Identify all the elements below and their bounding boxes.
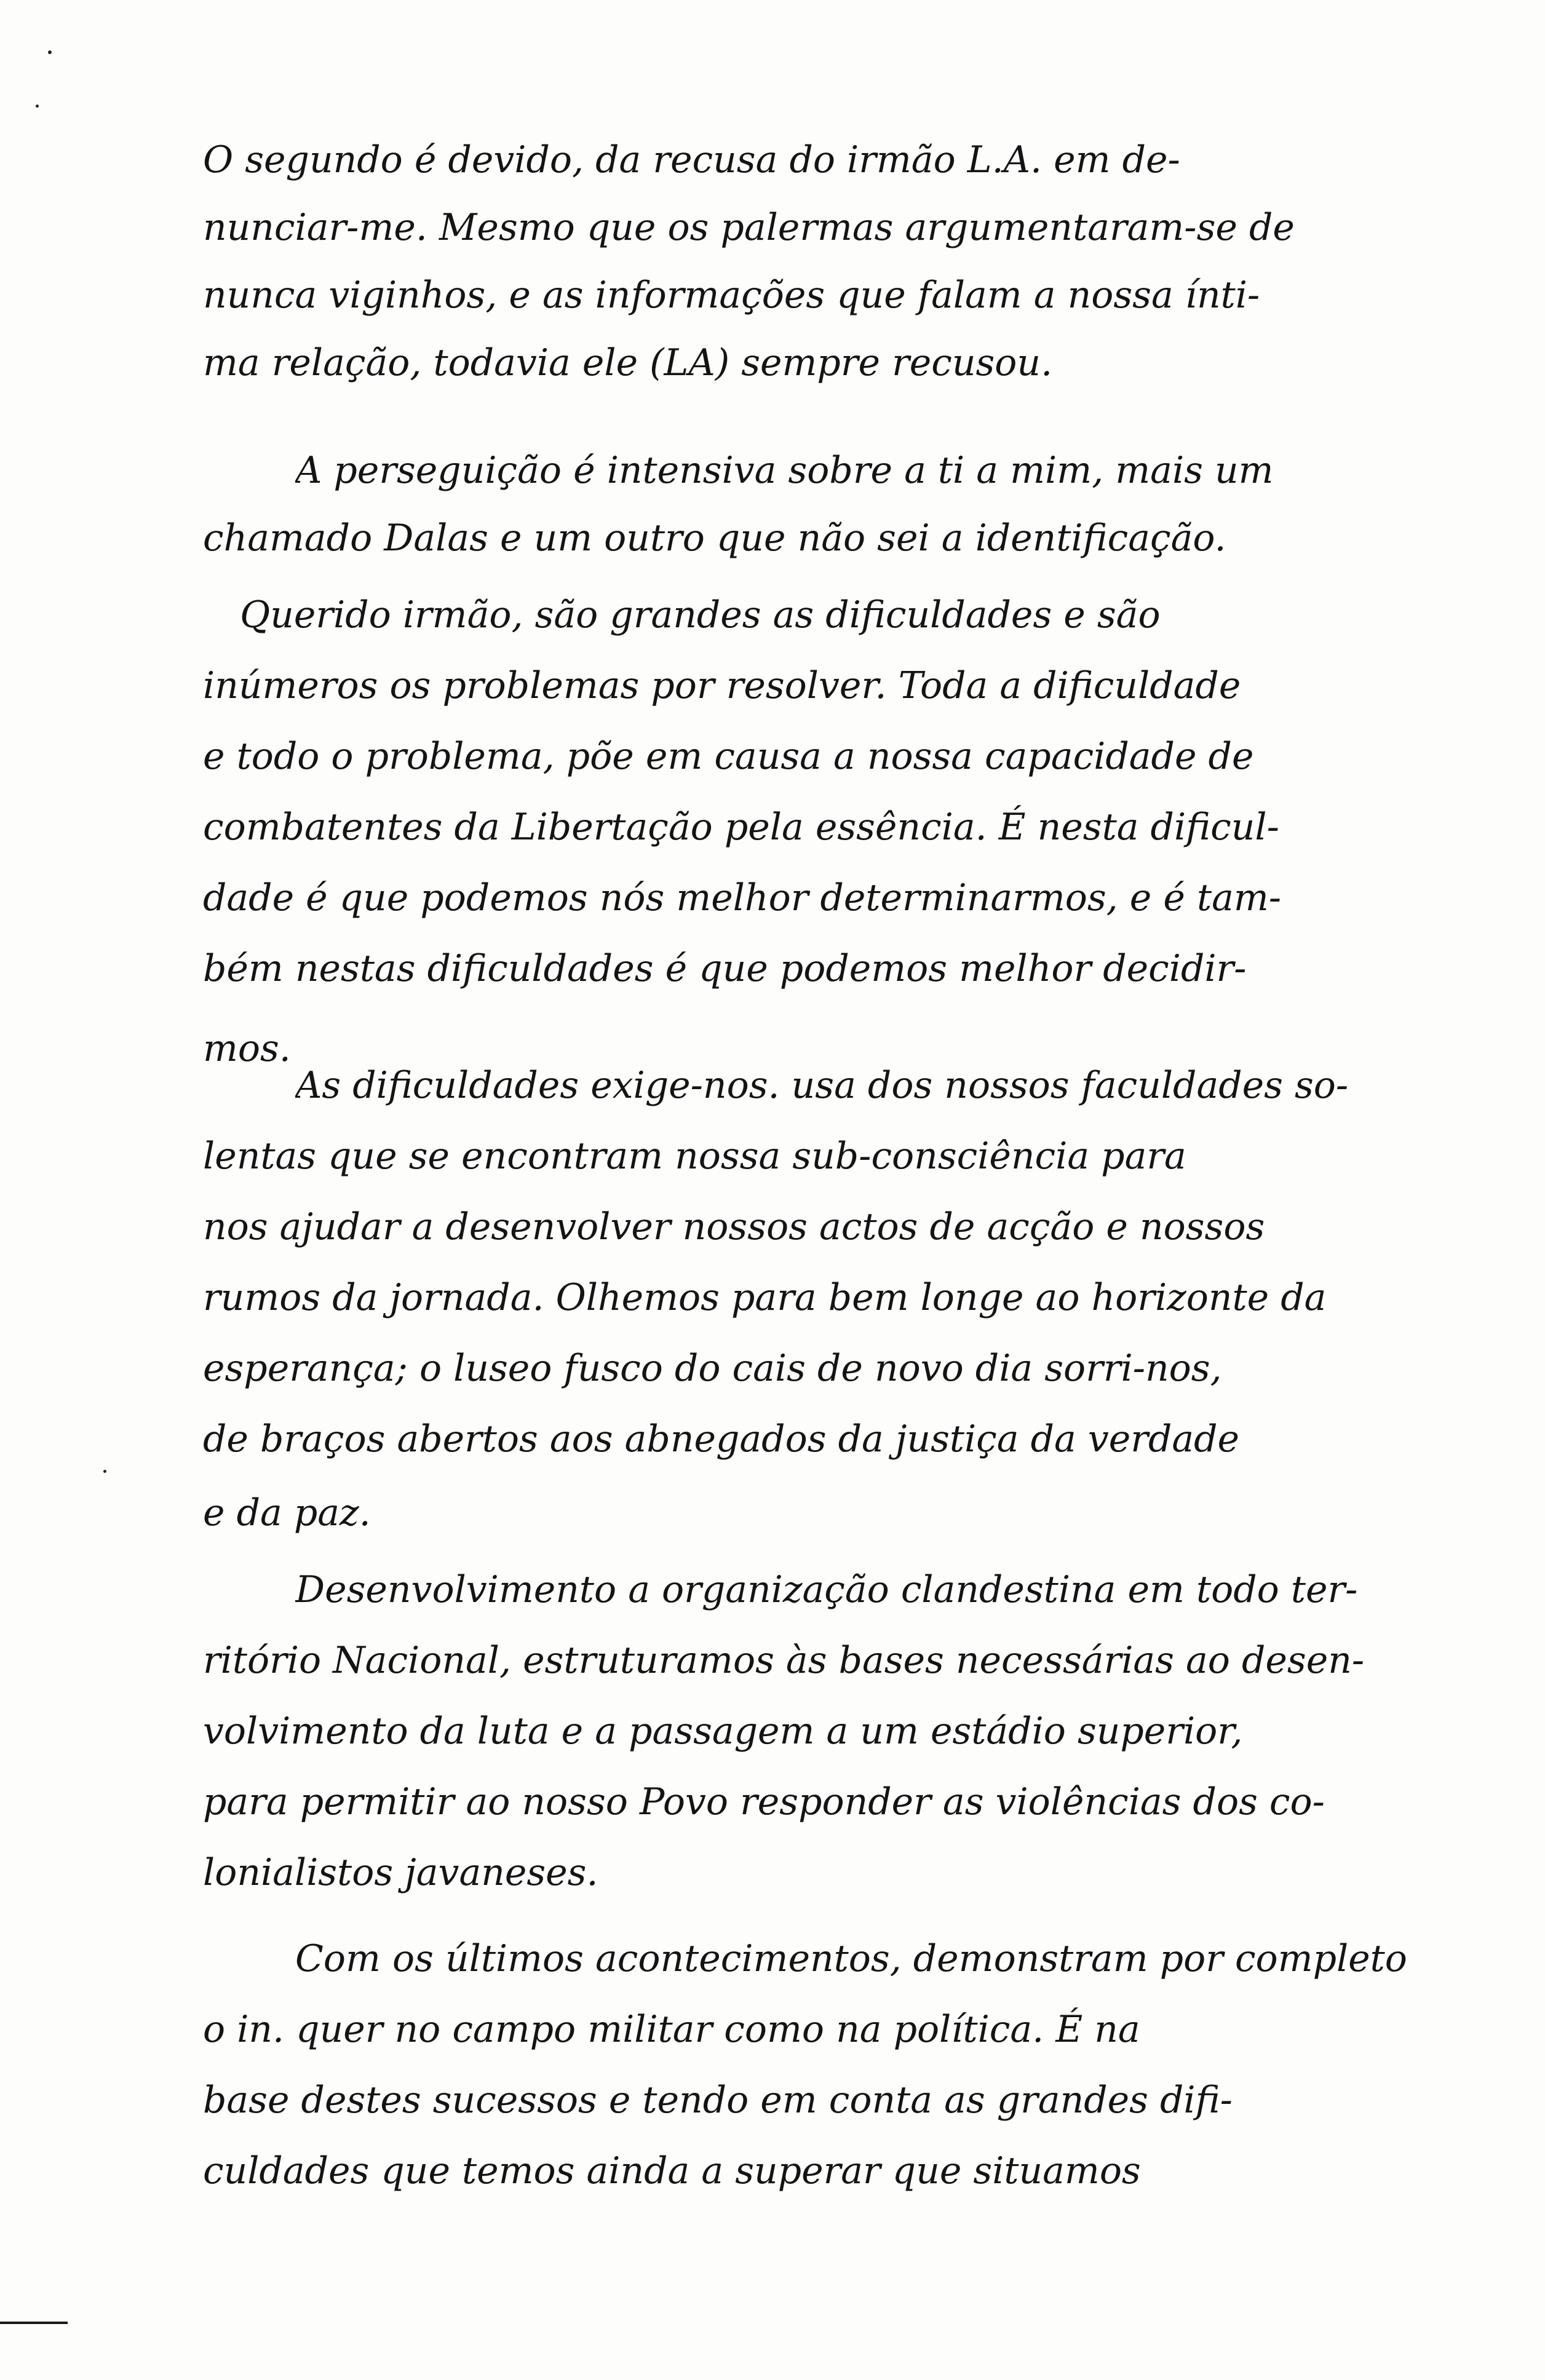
- letter-line: nunca viginhos, e as informações que falam a nossa ínti-: [203, 274, 1260, 317]
- letter-line: inúmeros os problemas por resolver. Toda a dificuldade: [203, 664, 1241, 707]
- letter-line: ma relação, todavia ele (LA) sempre recusou.: [203, 341, 1053, 384]
- letter-line: rumos da jornada. Olhemos para bem longe ao horizonte da: [203, 1276, 1327, 1319]
- letter-line: mos.: [203, 1027, 291, 1070]
- letter-line: nunciar-me. Mesmo que os palermas argumentaram-se de: [203, 206, 1295, 249]
- letter-line: Desenvolvimento a organização clandestina em todo ter-: [295, 1568, 1358, 1611]
- letter-line: volvimento da luta e a passagem a um estádio superior,: [203, 1710, 1243, 1753]
- letter-line: e todo o problema, põe em causa a nossa capacidade de: [203, 735, 1254, 778]
- letter-line: e da paz.: [203, 1491, 371, 1534]
- margin-speck: [103, 1470, 106, 1473]
- margin-speck: [36, 105, 39, 108]
- letter-line: Querido irmão, são grandes as dificuldades e são: [240, 593, 1161, 637]
- letter-line: chamado Dalas e um outro que não sei a identificação.: [203, 517, 1226, 560]
- letter-line: A perseguição é intensiva sobre a ti a mim, mais um: [295, 449, 1274, 492]
- handwritten-letter: [203, 135, 1421, 2300]
- letter-line: para permitir ao nosso Povo responder as violências dos co-: [203, 1780, 1325, 1823]
- letter-line: combatentes da Libertação pela essência. É nesta dificul-: [203, 806, 1279, 849]
- letter-line: Com os últimos acontecimentos, demonstram por completo: [295, 1937, 1407, 1980]
- bottom-edge-mark: [0, 2322, 68, 2324]
- letter-line: esperança; o luseo fusco do cais de novo dia sorri-nos,: [203, 1347, 1222, 1390]
- letter-line: base destes sucessos e tendo em conta as grandes difi-: [203, 2079, 1233, 2122]
- letter-line: de braços abertos aos abnegados da justiça da verdade: [203, 1418, 1240, 1461]
- margin-speck: [48, 50, 52, 54]
- letter-line: ritório Nacional, estruturamos às bases necessárias ao desen-: [203, 1639, 1365, 1682]
- letter-line: nos ajudar a desenvolver nossos actos de acção e nossos: [203, 1205, 1265, 1248]
- letter-line: O segundo é devido, da recusa do irmão L.A. em de-: [203, 138, 1180, 181]
- letter-line: As dificuldades exige-nos. usa dos nossos faculdades so-: [295, 1064, 1349, 1107]
- letter-line: lonialistos javaneses.: [203, 1851, 598, 1894]
- letter-line: lentas que se encontram nossa sub-consciência para: [203, 1135, 1186, 1178]
- letter-line: o in. quer no campo militar como na política. É na: [203, 2008, 1140, 2051]
- letter-line: dade é que podemos nós melhor determinarmos, e é tam-: [203, 876, 1282, 919]
- letter-line: culdades que temos ainda a superar que situamos: [203, 2149, 1141, 2192]
- letter-line: bém nestas dificuldades é que podemos melhor decidir-: [203, 947, 1247, 990]
